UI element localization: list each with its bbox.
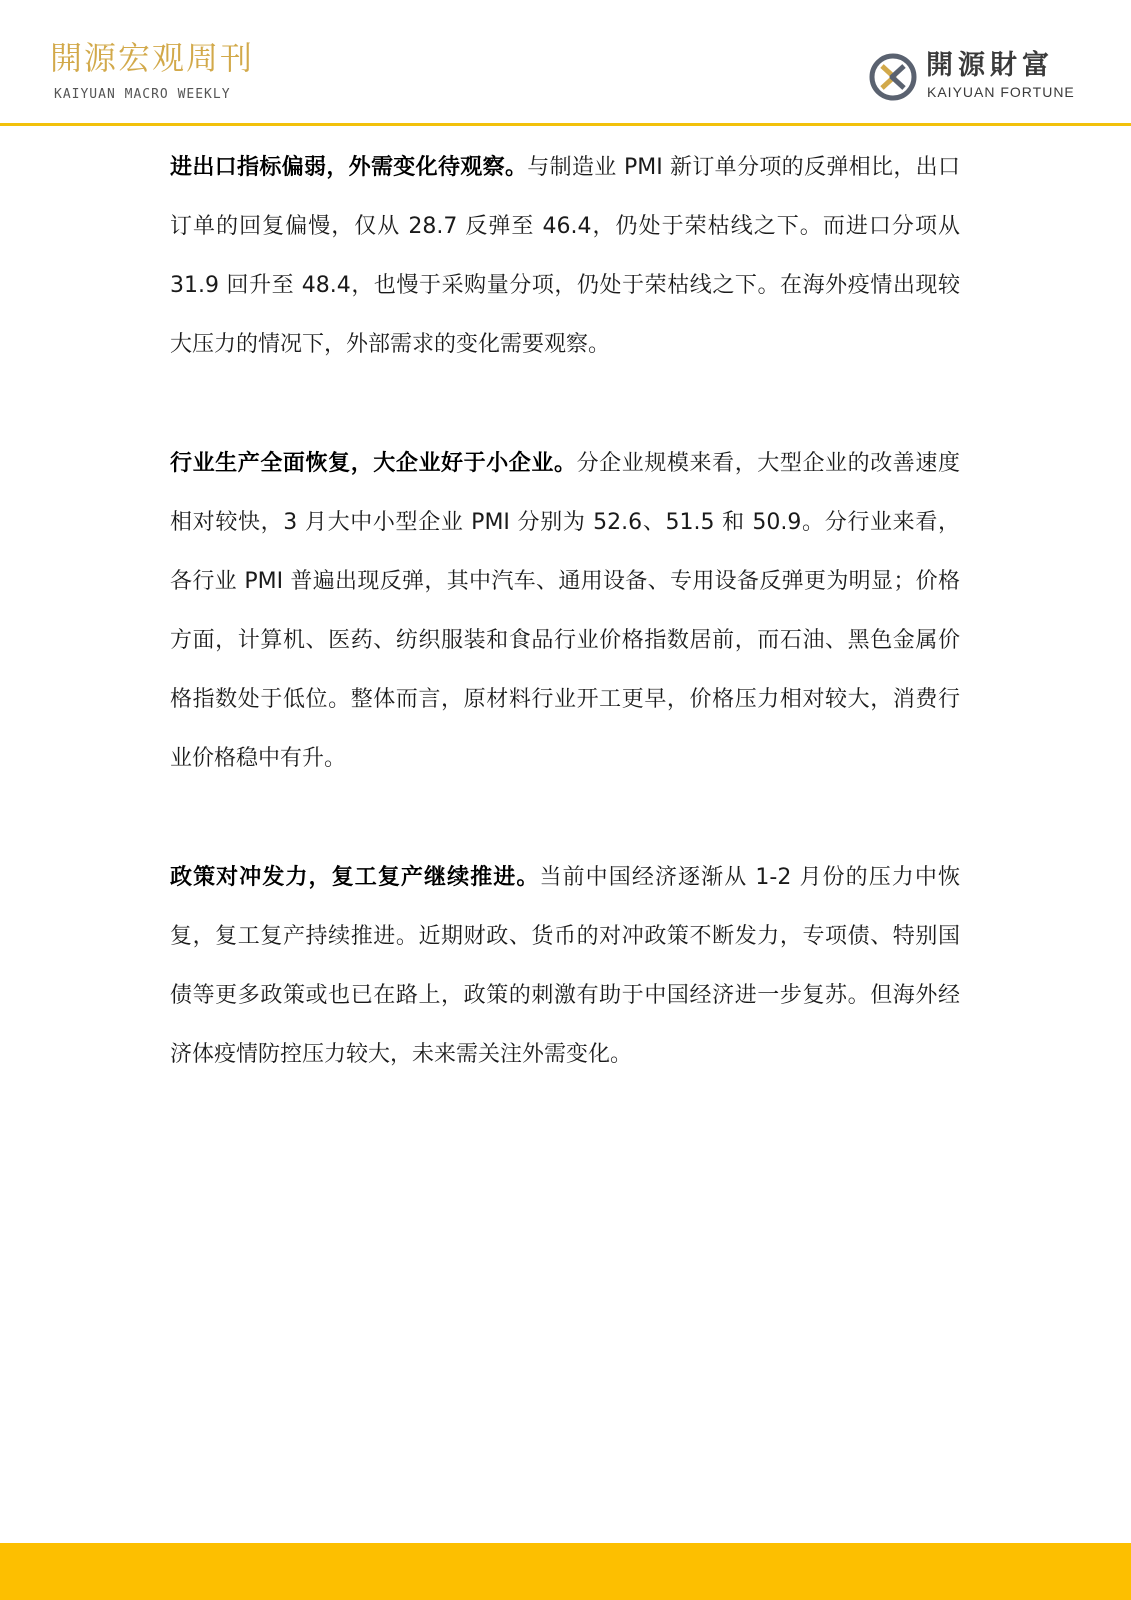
paragraph-text: 分企业规模来看，大型企业的改善速度相对较快，3 月大中小型企业 PMI 分别为 52.6、51.5 和 50.9。分行业来看，各行业 PMI 普遍出现反弹，其中汽车、通用设备、专用设备反弹更为明显；价格方面，计算机、医药、纺织服装和食品行业价格指数居前，而石油、黑色金属价格指数处于低位。整体而言，原材料行业开工更早，价格压力相对较大，消费行业价格稳中有升。 [170,451,960,771]
logo-chinese-name: 開源財富 [926,50,1054,81]
paragraph-lead: 行业生产全面恢复，大企业好于小企业。 [170,451,577,476]
page-header [0,0,1131,125]
paragraph-lead: 进出口指标偏弱，外需变化待观察。 [170,155,528,180]
paragraph-industry [170,434,960,788]
paragraph-trade [170,138,960,374]
paragraph-text: 与制造业 PMI 新订单分项的反弹相比，出口订单的回复偏慢，仅从 28.7 反弹至 46.4，仍处于荣枯线之下。而进口分项从 31.9 回升至 48.4，也慢于采购量分项，仍处于荣枯线之下。在海外疫情出现较大压力的情况下，外部需求的变化需要观察。 [170,155,960,357]
article-body [170,138,960,1144]
publication-subtitle: KAIYUAN MACRO WEEKLY [54,87,231,102]
publication-title: 開源宏观周刊 [50,39,255,77]
kaiyuan-logo-mark-icon [868,52,918,102]
logo-english-name: KAIYUAN FORTUNE [927,84,1075,100]
paragraph-lead: 政策对冲发力，复工复产继续推进。 [170,865,540,890]
header-divider [0,123,1131,126]
paragraph-text: 当前中国经济逐渐从 1-2 月份的压力中恢复，复工复产持续推进。近期财政、货币的对冲政策不断发力，专项债、特别国债等更多政策或也已在路上，政策的刺激有助于中国经济进一步复苏。但海外经济体疫情防控压力较大，未来需关注外需变化。 [170,865,960,1067]
footer-bar [0,1543,1131,1600]
company-logo [868,50,1098,110]
paragraph-policy [170,848,960,1084]
